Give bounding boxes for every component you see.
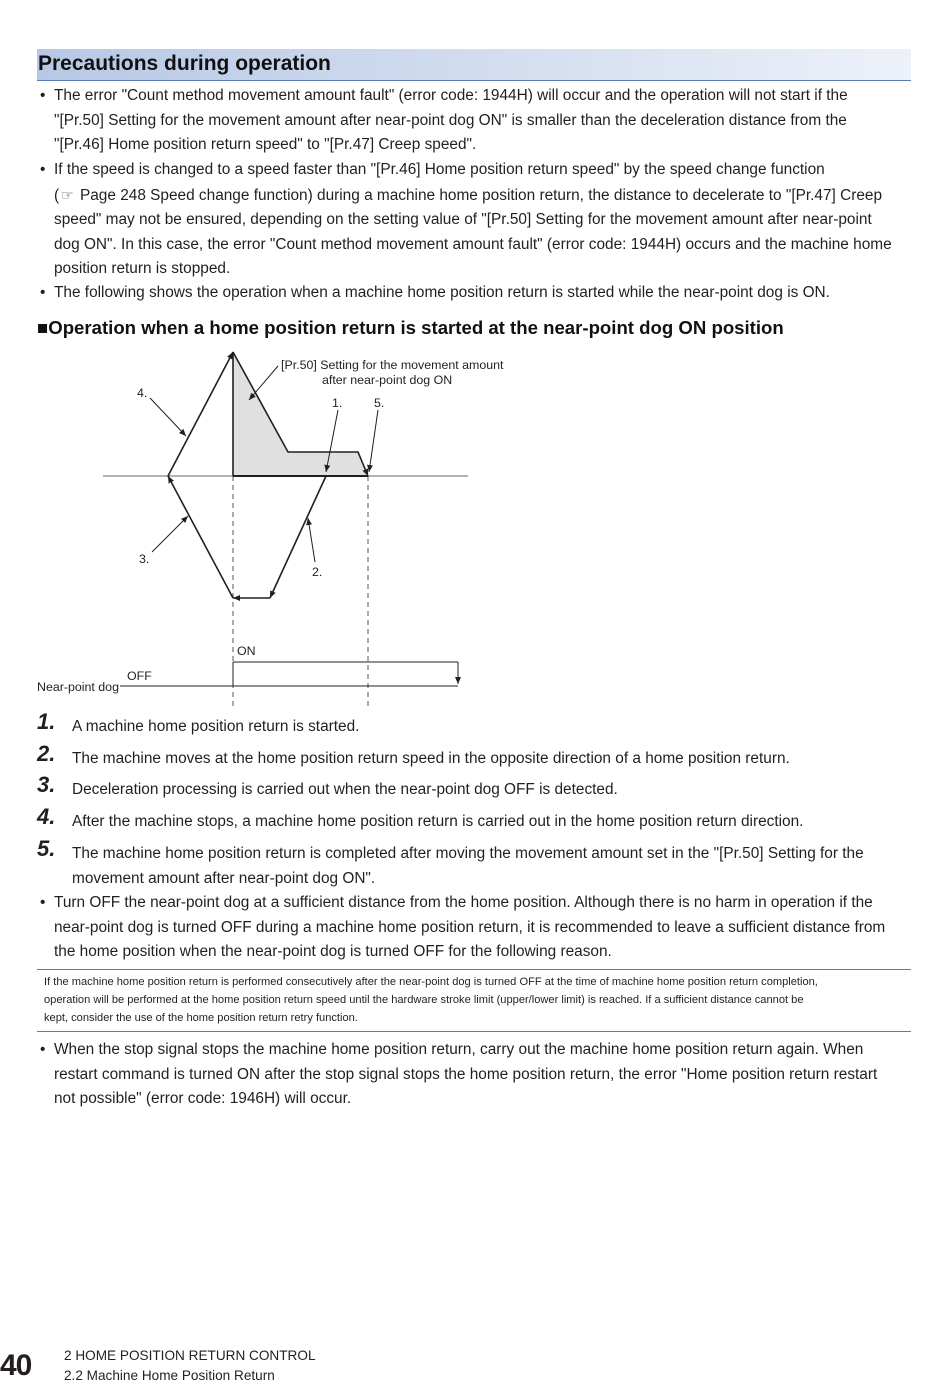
- step-text: The machine home position return is completed after moving the movement amount set in the "[Pr.50] Setting for the: [72, 845, 864, 862]
- motion-line-3: [168, 476, 233, 598]
- callout-2-label: 2.: [312, 565, 323, 579]
- bullet-line: position return is stopped.: [54, 260, 231, 278]
- motion-line-4: [168, 352, 233, 476]
- note-box: [37, 969, 911, 1032]
- note-line: If the machine home position return is performed consecutively after the near-point dog is turned OFF at the time of machine home position return completion,: [44, 976, 818, 988]
- step-item: [37, 836, 911, 891]
- bullet-line: When the stop signal stops the machine home position return, carry out the machine home position return again. When: [54, 1041, 864, 1058]
- bullet-item: [40, 281, 912, 306]
- callout-1-label: 1.: [332, 396, 343, 410]
- footer-chapter: 2 HOME POSITION RETURN CONTROL: [64, 1348, 316, 1363]
- callout-leader-2: [308, 518, 315, 562]
- bullet-line: restart command is turned ON after the stop signal stops the home position return, the error "Home position return restart: [54, 1065, 878, 1083]
- step-item: [37, 741, 911, 772]
- bullet-dot: •: [40, 284, 46, 301]
- on-label: ON: [237, 644, 256, 658]
- near-point-dog-label: Near-point dog: [37, 680, 119, 694]
- callout-leader-4: [150, 398, 186, 436]
- step-number: 3.: [37, 772, 56, 797]
- section-title: Precautions during operation: [38, 52, 331, 75]
- operation-diagram: [0, 340, 520, 712]
- bullet-item: [40, 158, 912, 282]
- bullet-line: "[Pr.46] Home position return speed" to "[Pr.47] Creep speed".: [54, 136, 477, 154]
- page-reference-text[interactable]: Page 248 Speed change function) during a machine home position return, the distance to decelerate to "[Pr.47] Creep: [75, 186, 882, 204]
- bullet-line: Turn OFF the near-point dog at a sufficient distance from the home position. Although there is no harm in operation if the: [54, 894, 873, 911]
- motion-line-2: [270, 476, 326, 598]
- step-text: A machine home position return is started.: [72, 718, 360, 735]
- note-line: operation will be performed at the home position return speed until the hardware stroke limit (upper/lower limit) is reached. If a sufficient distance cannot be: [44, 994, 804, 1006]
- pr50-label-line1: [Pr.50] Setting for the movement amount: [281, 358, 504, 372]
- step-text: movement amount after near-point dog ON".: [72, 869, 376, 887]
- section-header: [37, 49, 911, 81]
- step-text: After the machine stops, a machine home position return is carried out in the home position return direction.: [72, 813, 804, 830]
- callout-leader-5: [369, 410, 378, 472]
- callout-leader-pr50: [249, 366, 278, 400]
- bullet-line-with-reference: [54, 183, 912, 209]
- callout-4-label: 4.: [137, 386, 148, 400]
- pr50-label-line2: after near-point dog ON: [322, 373, 453, 387]
- note-line: kept, consider the use of the home position return retry function.: [44, 1012, 358, 1024]
- bullet-line: the home position when the near-point dog is turned OFF for the following reason.: [54, 943, 612, 961]
- callout-5-label: 5.: [374, 396, 385, 410]
- page-reference-icon: ☞: [61, 186, 74, 203]
- step-item: [37, 709, 911, 740]
- step-number: 2.: [37, 741, 56, 766]
- bullet-line: The following shows the operation when a machine home position return is started while the near-point dog is ON.: [54, 284, 830, 301]
- bullet-item: [40, 84, 912, 158]
- bullet-line: dog ON". In this case, the error "Count method movement amount fault" (error code: 1944H) occurs and the machine home: [54, 235, 892, 253]
- bullet-line: not possible" (error code: 1946H) will occur.: [54, 1090, 352, 1108]
- step-number: 4.: [37, 804, 56, 829]
- reference-paren: (: [54, 186, 60, 204]
- callout-3-label: 3.: [139, 552, 150, 566]
- step-text: Deceleration processing is carried out when the near-point dog OFF is detected.: [72, 781, 618, 798]
- step-text: The machine moves at the home position return speed in the opposite direction of a home position return.: [72, 750, 790, 767]
- bullet-line: "[Pr.50] Setting for the movement amount after near-point dog ON" is smaller than the deceleration distance from the: [54, 111, 847, 129]
- step-item: [37, 804, 911, 835]
- bullet-line: The error "Count method movement amount fault" (error code: 1944H) will occur and the operation will not start if the: [54, 87, 848, 104]
- callout-leader-3: [152, 516, 188, 552]
- bullet-item: [40, 891, 912, 965]
- bullet-line: near-point dog is turned OFF during a machine home position return, it is recommended to leave a sufficient distance from: [54, 918, 886, 936]
- bullet-line: If the speed is changed to a speed faster than "[Pr.46] Home position return speed" by the speed change function: [54, 161, 825, 178]
- step-number: 1.: [37, 709, 56, 734]
- bullet-dot: •: [40, 87, 46, 104]
- step-number: 5.: [37, 836, 56, 861]
- bullet-item: [40, 1038, 912, 1112]
- step-item: [37, 772, 911, 803]
- off-label: OFF: [127, 669, 152, 683]
- page-number: 40: [0, 1349, 32, 1382]
- bullet-dot: •: [40, 161, 46, 178]
- bullet-line: speed" may not be ensured, depending on the setting value of "[Pr.50] Setting for the movement amount after near-point: [54, 211, 872, 229]
- footer-section: 2.2 Machine Home Position Return: [64, 1368, 275, 1383]
- sub-heading: ■Operation when a home position return is started at the near-point dog ON position: [37, 317, 784, 338]
- bullet-dot: •: [40, 894, 46, 911]
- bullet-dot: •: [40, 1041, 46, 1058]
